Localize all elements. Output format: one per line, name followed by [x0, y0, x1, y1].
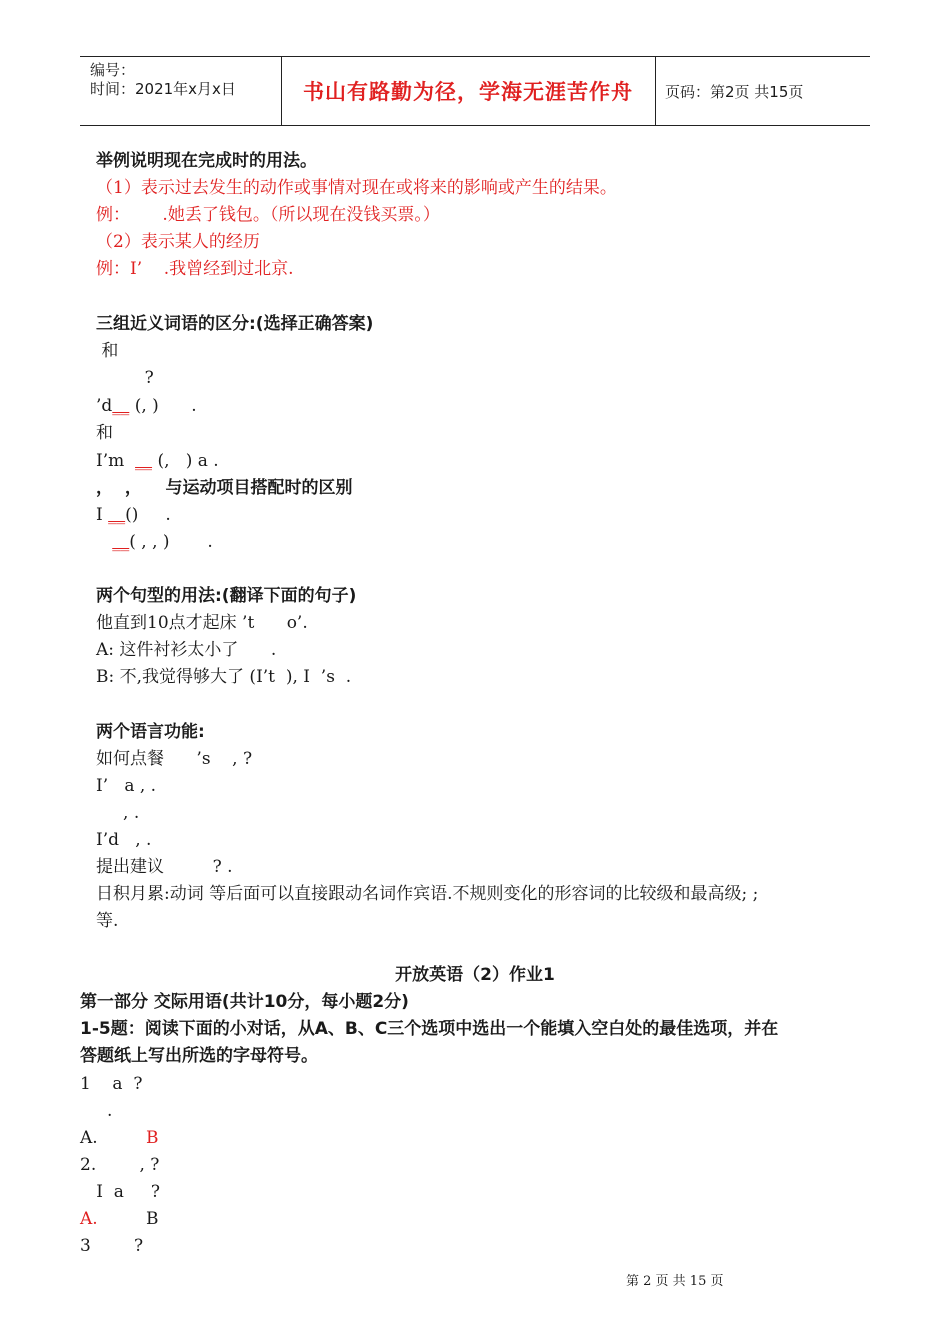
text: I’m [96, 451, 136, 471]
text-line: B: 不,我觉得够大了 (I’t ), I ’s . [96, 667, 352, 687]
text [96, 532, 112, 552]
text-line: 他直到10点才起床 ’t o’. [96, 613, 308, 633]
text: ’d [96, 396, 113, 416]
text: ( , , ) . [129, 532, 213, 552]
page-header [80, 56, 870, 126]
text-line: 日积月累:动词 等后面可以直接跟动名词作宾语.不规则变化的形容词的比较级和最高级; ; [96, 884, 759, 904]
header-meta [90, 61, 236, 99]
option-b: B [146, 1209, 159, 1229]
example-line: 例：I’ .我曾经到过北京. [96, 259, 294, 279]
section-title: 两个语言功能: [96, 722, 205, 742]
homework-title: 开放英语（2）作业1 [395, 965, 555, 985]
text-line: ? [96, 368, 154, 388]
text-line: 提出建议 ? . [96, 857, 233, 877]
question-line: 1 a ? [80, 1074, 143, 1094]
text-line: 如何点餐 ’s , ? [96, 749, 253, 769]
text-line: A: 这件衬衫太小了 . [96, 640, 277, 660]
question-line: 3 ? [80, 1236, 144, 1256]
option-b: B [146, 1128, 159, 1148]
answer-blank: __ [112, 396, 130, 416]
number-label: 编号： [90, 61, 136, 79]
question-line: I a ? [80, 1182, 161, 1202]
text-line [96, 450, 219, 472]
answer-blank: __ [135, 451, 153, 471]
instructions: 答题纸上写出所选的字母符号。 [80, 1046, 318, 1066]
text: () . [125, 505, 171, 525]
usage-item: （2）表示某人的经历 [96, 232, 260, 252]
header-divider [655, 57, 656, 125]
text-line: 等. [96, 911, 119, 931]
text-line: 和 [96, 423, 113, 443]
header-motto: 书山有路勤为径，学海无涯苦作舟 [303, 79, 633, 104]
question-line: 2. , ? [80, 1155, 160, 1175]
text-line [96, 504, 171, 526]
text-line: 和 [96, 341, 119, 361]
header-page-info: 页码：第2页 共15页 [665, 82, 804, 101]
usage-item: （1）表示过去发生的动作或事情对现在或将来的影响或产生的结果。 [96, 178, 617, 198]
text: (, ) a . [152, 451, 219, 471]
page-footer: 第 2 页 共 15 页 [626, 1274, 724, 1289]
answer-blank: __ [108, 505, 126, 525]
text-line: ， ， 与运动项目搭配时的区别 [96, 478, 353, 498]
text-line: I’ a , . [96, 776, 157, 796]
text-line [96, 395, 197, 417]
section-title: 三组近义词语的区分:(选择正确答案) [96, 314, 374, 334]
text-line: , . [96, 803, 140, 823]
text: I [96, 505, 109, 525]
example-line: 例： .她丢了钱包。（所以现在没钱买票。） [96, 205, 440, 225]
text-line [96, 531, 213, 553]
option-a: A. [80, 1209, 98, 1229]
text-line: I’d , . [96, 830, 152, 850]
instructions: 1-5题：阅读下面的小对话，从A、B、C三个选项中选出一个能填入空白处的最佳选项，并在 [80, 1019, 779, 1039]
text: (, ) . [129, 396, 197, 416]
answer-blank: __ [112, 532, 130, 552]
option-a: A. [80, 1128, 98, 1148]
time-label: 时间：2021年x月x日 [90, 80, 236, 98]
section-title: 两个句型的用法:(翻译下面的句子) [96, 586, 357, 606]
part-heading: 第一部分 交际用语(共计10分，每小题2分) [80, 992, 409, 1012]
question-line: . [80, 1101, 113, 1121]
section-title: 举例说明现在完成时的用法。 [96, 151, 317, 171]
